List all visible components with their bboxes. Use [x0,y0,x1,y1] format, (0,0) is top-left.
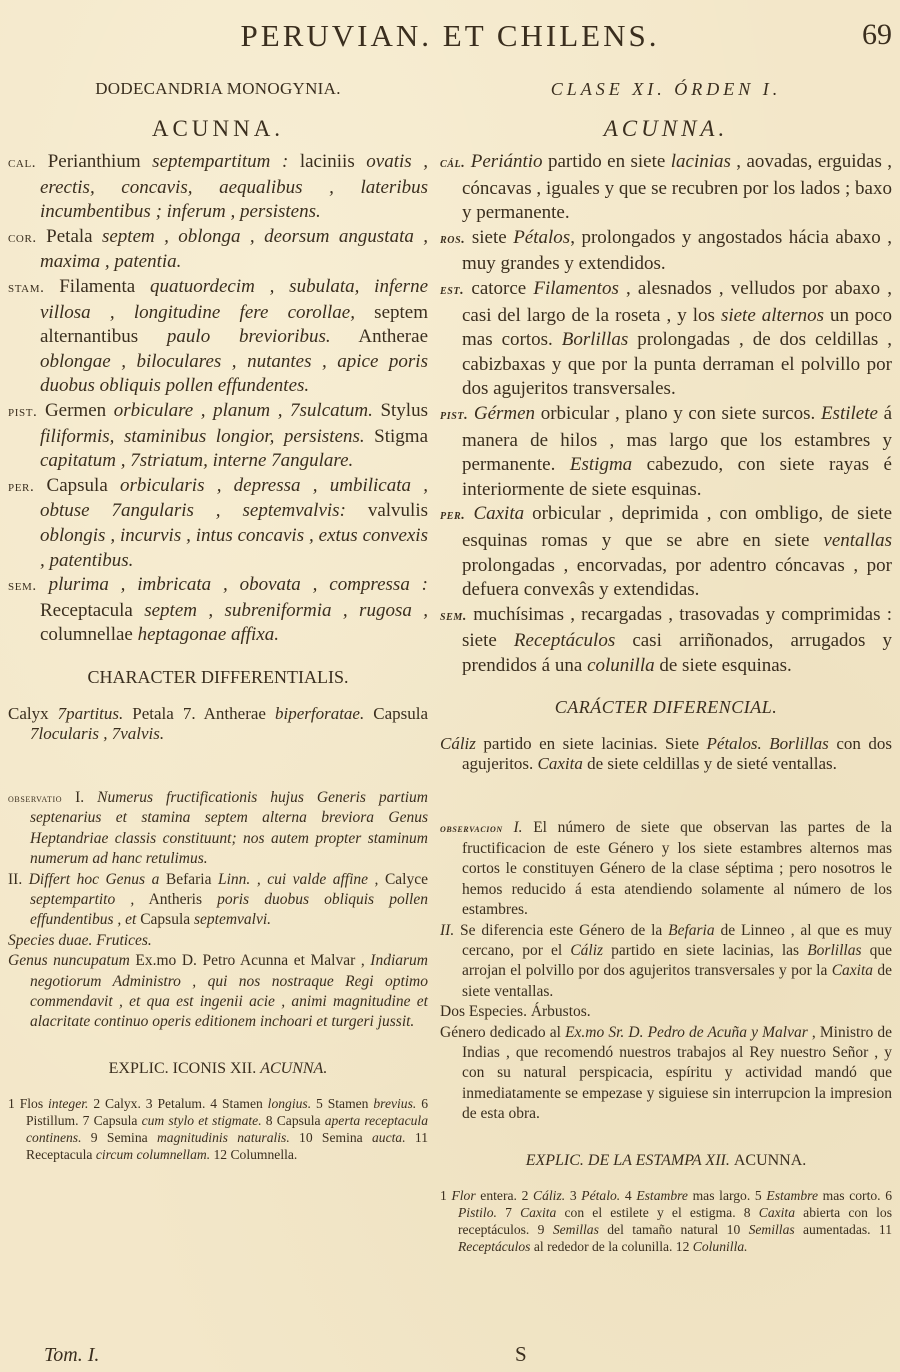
page-number: 69 [862,18,892,51]
roman-run: prolongadas , de dos celdillas , cabizbaxas y que por la punta derraman el polvillo por dos agujeritos transversales. [462,329,892,400]
paragraph [8,225,428,275]
italic-run: poris duobus obliquis pollen effundentibus , et [30,890,428,929]
italic-run: ventallas [823,529,892,551]
paragraph [440,150,892,226]
section-tag: observacion [440,821,503,836]
italic-run: Caxita [473,503,525,525]
roman-run: muchísimas , recargadas , trasovadas y comprimidas : siete [462,603,892,652]
roman-run: Antheris [134,890,218,908]
section-tag: stam. [8,279,45,296]
plate-heading-lead: EXPLIC. DE LA ESTAMPA XII. [525,1151,734,1169]
roman-run: Calyce [378,870,428,888]
italic-run: Pistilo. [458,1204,497,1220]
roman-run: entera. 2 [475,1187,534,1203]
roman-run: orbicular , deprimida , con ombligo, de siete esquinas romas y que se abre en siete [462,503,893,551]
roman-run: orbicular , plano y con siete surcos. [535,402,821,424]
section-tag: cál. [440,156,466,171]
italic-run: oblongis , incurvis , intus concavis , extus convexis , patentibus. [40,524,428,571]
section-tag: sem. [8,578,37,595]
paragraph [8,931,428,951]
italic-run: Periántio [470,151,543,172]
italic-run: Cáliz [440,734,476,754]
italic-run: magnitudinis naturalis. [156,1129,290,1145]
italic-run: Caxita [537,754,583,774]
italic-run: I. [502,819,523,837]
paragraph [8,870,428,931]
roman-run: á manera de hilos , mas largo que los estambres y permanente. [462,402,893,476]
italic-run: Borlillas [561,329,629,351]
roman-run: de siete celdillas y de sieté ventallas. [582,754,837,774]
italic-run: longius. [267,1095,312,1111]
roman-run: que arrojan el polvillo por dos agujeritos transversales y por la [462,941,892,980]
differential-heading: CARÁCTER DIFERENCIAL. [554,697,778,718]
italic-run: aperta receptacula continens. [26,1112,428,1145]
differential-character [440,734,892,774]
italic-run: heptagonae affixa. [137,624,280,646]
section-tag: pist. [440,407,469,423]
paragraph [8,573,428,648]
roman-run: II. [8,870,29,888]
roman-run: 10 Semina [289,1129,372,1145]
italic-run: Semillas [748,1221,795,1237]
roman-run: Petala [36,225,102,247]
italic-run: plurima , imbricata , obovata , compressa : [48,574,428,596]
roman-run: Receptacula [40,599,145,621]
section-tag: sem. [440,608,468,624]
roman-run: 7 [496,1204,521,1220]
roman-run: siete [465,226,514,248]
roman-run: El número de siete que observan las partes de la fructificacion de este Género y los siete estambres alternos mas cortos le constituyen Género de la clase séptima ; pero nosotros le hemos reducido á esta atendiendo solamente al número de los estambres. [462,819,892,919]
roman-run: 9 Semina [81,1129,157,1145]
italic-run: Befaria [668,921,715,939]
italic-run: Pétalos [513,226,571,248]
roman-run: Petala 7. Antherae [123,703,275,723]
plate-legend [8,1095,428,1163]
paragraph [440,226,892,277]
roman-run: 2 Calyx. 3 Petalum. 4 Stamen [88,1095,268,1111]
italic-run: Cáliz. [533,1187,566,1203]
roman-run: de Linneo , al que es muy cercano, por el [462,921,892,959]
italic-run: Receptáculos [458,1238,531,1254]
paragraph [8,275,428,399]
plate-heading-genus: ACUNNA. [260,1059,328,1077]
italic-run: Estambre [766,1187,818,1203]
roman-run: 8 Capsula [261,1112,325,1128]
paragraph [440,402,892,502]
genus-heading: ACUNNA. [603,116,729,141]
roman-run: , prolongados y angostados hácia abaxo , muy grandes y extendidos. [462,226,892,275]
section-tag: cal. [8,155,37,171]
italic-run: Caxita [758,1204,795,1220]
italic-run: Linn. , cui valde affine , [218,870,379,888]
italic-run: Colunilla. [692,1238,748,1254]
italic-run: septem , subreniformia , rugosa , [144,599,428,621]
italic-run: quatuordecim , subulata, inferne villosa , longitudine fere corollae, [40,275,429,323]
roman-run: , Ministro de Indias , que recomendó nuestros trabajos al Rey nuestro Señor , y con su natural perspicacia, espíritu y actividad mandó que inmediatamente se empezase y siguiese sin interrupcion la impresion de esta obra. [462,1023,893,1123]
volume-signature: Tom. I. [44,1344,100,1366]
roman-run: Ex.mo D. Petro Acunna et Malvar , [129,952,371,970]
italic-run: septem , oblonga , deorsum angustata , maxima , patentia. [40,225,428,273]
roman-run: del tamaño natural 10 [598,1221,749,1237]
paragraph [440,603,892,679]
roman-run: mas largo. 5 [687,1187,767,1203]
roman-run: casi arriñonados, arrugados y prendidos á una [462,630,892,676]
class-heading: DODECANDRIA MONOGYNIA. [95,79,341,98]
roman-run: Filamenta [44,275,151,297]
italic-run: colunilla [587,654,655,676]
italic-run: II. [440,921,455,939]
running-head: PERUVIAN. ET CHILENS. [240,18,660,53]
roman-run: Capsula [34,474,121,496]
italic-run: aucta. [372,1129,406,1145]
italic-run: filiformis, staminibus longior, persistens. [40,425,365,447]
differential-character [8,704,428,744]
italic-run: septempartitum : [152,151,289,172]
italic-run: Estigma [569,454,633,476]
section-tag: cor. [8,229,37,246]
paragraph [440,1023,892,1125]
italic-run: Estambre [636,1187,688,1203]
paragraph [440,921,892,1003]
differential-paragraph [440,734,892,774]
italic-run: ovatis , erectis, concavis, aequalibus , lateribus incumbentibus ; inferum , persistens. [40,151,428,223]
italic-run: Numerus fructificationis hujus Generis partium septenarius et stamina septem alterna breviora Genus Heptandriae classis constituunt; nos autem propter staminum numerum ad hanc retulimus. [30,788,429,868]
roman-run: 4 [620,1187,637,1203]
plate-heading-genus: ACUNNA. [733,1151,807,1169]
genus-heading: ACUNNA. [151,116,285,141]
roman-run: columnellae [40,624,138,646]
section-tag: observatio [8,790,63,805]
roman-run: 12 Columnella. [210,1146,298,1162]
italic-run: biperforatae. [274,703,365,723]
italic-run: oblongae , biloculares , nutantes , apice poris duobus obliquis pollen effundentes. [40,350,428,397]
differential-paragraph [8,704,428,744]
roman-run: cabezudo, con siete rayas é interiormente de siete esquinas. [462,454,892,500]
paragraph [440,818,892,920]
roman-run: Stylus [372,399,428,421]
roman-run: , alesnados , velludos por abaxo , casi del largo de la roseta , y los [462,277,892,326]
roman-run: 11 Receptacula [26,1129,428,1162]
spanish-column [440,74,892,1255]
italic-run: Ex.mo Sr. D. Pedro de Acuña y Malvar [565,1023,808,1041]
italic-run: Borlillas [807,941,862,959]
italic-run: cum stylo et stigmate. [141,1112,262,1128]
roman-run: 5 Stamen [311,1095,374,1111]
italic-run: 7locularis , 7valvis. [30,723,165,743]
italic-run: orbicularis , depressa , umbilicata , obtuse 7angularis , septemvalvis: [40,474,428,522]
roman-run: Perianthium [36,151,153,172]
roman-run: Capsula [136,911,195,929]
roman-run: 1 Flos [8,1095,49,1111]
paragraph [440,502,892,602]
roman-run [37,574,49,595]
italic-run: Gérmen [473,402,536,424]
roman-run: aumentadas. 11 [794,1221,893,1237]
italic-run: Species duae. Frutices. [8,931,152,949]
italic-run: 7partitus. [57,703,124,723]
signature-mark: S [515,1342,527,1366]
plate-legend-paragraph [440,1187,892,1255]
italic-run: Estilete [820,402,878,424]
italic-run: brevius. [373,1095,417,1111]
roman-run: Befaria [159,870,218,888]
roman-run: partido en siete [542,151,671,172]
italic-run: Pétalo. [581,1187,621,1203]
paragraph [8,150,428,225]
section-tag: pist. [8,403,38,420]
roman-run: al rededor de la colunilla. 12 [530,1238,693,1254]
italic-run: paulo brevioribus. [166,326,331,348]
italic-run: Caxita [520,1204,557,1220]
roman-run: , aovadas, erguidas , cóncavas , iguales y que se recubren por los lados ; baxo y permanente. [462,151,892,224]
roman-run: Stigma [364,425,429,447]
plate-heading-lead: EXPLIC. ICONIS XII. [108,1059,261,1077]
italic-run: Differt hoc Genus a [28,870,160,888]
italic-run: septempartito , [30,890,135,908]
roman-run: septem alternantibus [40,301,428,348]
paragraph [440,1002,892,1022]
italic-run: Cáliz [570,941,604,959]
roman-run: con dos agujeritos. [462,734,893,774]
class-heading: CLASE XI. ÓRDEN I. [550,79,782,99]
roman-run: abierta con los receptáculos. 9 [458,1204,892,1237]
paragraph [440,277,892,402]
italic-run: Caxita [831,962,874,980]
italic-run: Flor [451,1187,476,1203]
roman-run: Germen [37,399,114,421]
roman-run: un poco mas cortos. [462,304,892,351]
roman-run: partido en siete lacinias, las [603,941,808,959]
roman-run: 6 Pistillum. 7 Capsula [26,1095,428,1128]
roman-run: prolongadas , encorvadas, por adentro cóncavas , por defuera convexâs y extendidas. [462,554,892,601]
paragraph [8,788,428,870]
plate-legend [440,1187,892,1255]
roman-run: Se diferencia este Género de la [454,921,669,939]
roman-run: catorce [464,277,534,299]
roman-run: Antherae [330,326,428,348]
italic-run: Indiarum negotiorum Administro , qui nos nostraque Regi optimo commendavit , et qua est ingenii acie , animi magnitudine et alacritate continuo operis editionem inchoari et turgeri jussit. [30,952,428,1031]
roman-run: Género dedicado al [440,1023,566,1041]
italic-run: integer. [48,1095,89,1111]
latin-column [8,74,428,1163]
roman-run: I. [62,788,98,806]
plate-heading [440,1147,892,1175]
italic-run: orbiculare , planum , 7sulcatum. [113,399,373,421]
roman-run: con el estilete y el estigma. 8 [556,1204,759,1220]
italic-run: Genus nuncupatum [8,952,130,970]
paragraph [8,399,428,474]
italic-run: siete alternos [720,304,825,326]
differential-heading: CHARACTER DIFFERENTIALIS. [87,666,349,687]
italic-run: septemvalvi. [194,911,272,929]
italic-run: Semillas [552,1221,599,1237]
roman-run: 3 [565,1187,582,1203]
observations [8,788,428,1033]
generic-description [8,150,428,648]
italic-run: Receptáculos [513,630,616,652]
section-tag: est. [440,282,465,298]
italic-run: Pétalos. Borlillas [706,734,829,754]
section-tag: per. [440,508,466,524]
roman-run: Capsula [364,703,428,723]
roman-run: valvulis [345,500,428,522]
roman-run: de siete esquinas. [654,654,792,676]
paragraph [8,474,428,573]
generic-description [440,150,892,678]
plate-heading [8,1055,428,1083]
paragraph [8,951,428,1033]
roman-run: Dos Especies. Árbustos. [440,1003,591,1021]
roman-run: 1 [440,1187,452,1203]
italic-run: lacinias [670,151,731,172]
roman-run: partido en siete lacinias. Siete [475,734,707,754]
observations [440,818,892,1124]
italic-run: Filamentos [533,277,619,299]
italic-run: circum columnellam. [95,1146,211,1162]
roman-run: laciniis [288,151,367,172]
section-tag: ros. [440,231,466,247]
section-tag: per. [8,478,35,495]
roman-run: mas corto. 6 [818,1187,893,1203]
roman-run: Calyx [8,703,58,723]
italic-run: capitatum , 7striatum, interne 7angulare. [40,450,354,472]
plate-legend-paragraph [8,1095,428,1163]
roman-run: de siete ventallas. [462,962,893,1000]
